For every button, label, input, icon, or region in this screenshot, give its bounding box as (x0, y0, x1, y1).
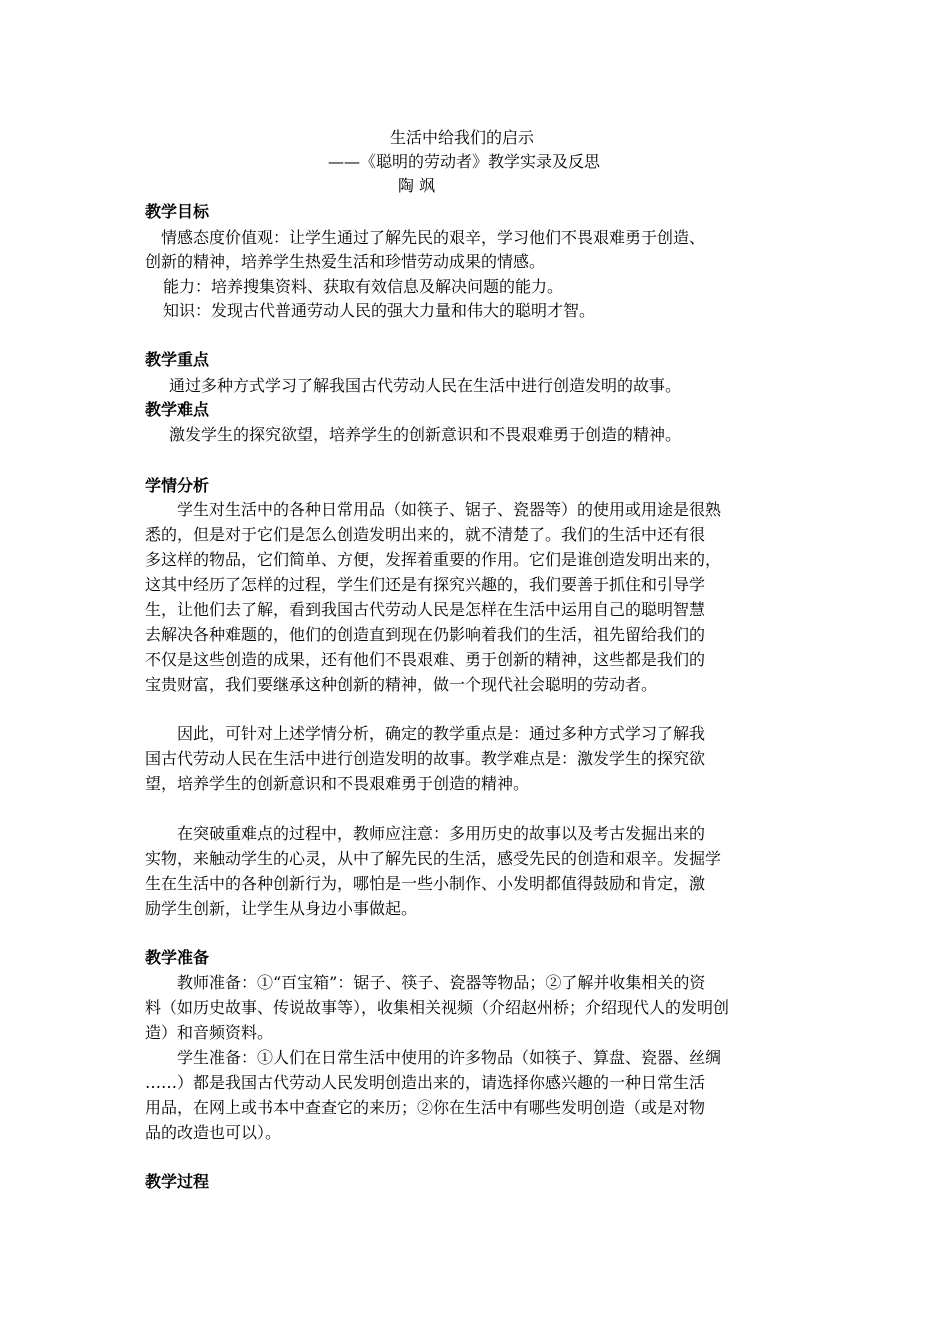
analysis-para3-line: 生在生活中的各种创新行为，哪怕是一些小制作、小发明都值得鼓励和肯定，激 (145, 874, 706, 893)
analysis-para1-line: 去解决各种难题的，他们的创造直到现在仍影响着我们的生活，祖先留给我们的 (145, 625, 706, 644)
document-author: 陶 飒 (398, 176, 436, 195)
section-heading-key-points: 教学重点 (145, 350, 210, 369)
document-subtitle: ——《聪明的劳动者》教学实录及反思 (328, 152, 601, 171)
analysis-para3-line: 励学生创新，让学生从身边小事做起。 (145, 899, 418, 918)
analysis-para2-line: 国古代劳动人民在生活中进行创造发明的故事。教学难点是：激发学生的探究欲 (145, 749, 706, 768)
analysis-para3-line: 在突破重难点的过程中，教师应注意：多用历史的故事以及考古发掘出来的 (177, 824, 706, 843)
section-heading-preparation: 教学准备 (145, 948, 210, 967)
key-points-line: 通过多种方式学习了解我国古代劳动人民在生活中进行创造发明的故事。 (169, 376, 682, 395)
analysis-para2-line: 因此，可针对上述学情分析，确定的教学重点是：通过多种方式学习了解我 (177, 724, 706, 743)
analysis-para1-line: 生，让他们去了解，看到我国古代劳动人民是怎样在生活中运用自己的聪明智慧 (145, 600, 706, 619)
goals-line: 情感态度价值观：让学生通过了解先民的艰辛，学习他们不畏艰难勇于创造、 (161, 228, 706, 247)
analysis-para2-line: 望，培养学生的创新意识和不畏艰难勇于创造的精神。 (145, 774, 530, 793)
section-heading-difficulties: 教学难点 (145, 400, 210, 419)
section-heading-analysis: 学情分析 (145, 476, 210, 495)
difficulties-line: 激发学生的探究欲望，培养学生的创新意识和不畏艰难勇于创造的精神。 (169, 425, 682, 444)
preparation-student-line: 用品，在网上或书本中查查它的来历；②你在生活中有哪些发明创造（或是对物 (145, 1098, 706, 1117)
section-heading-process: 教学过程 (145, 1172, 210, 1191)
analysis-para1-line: 这其中经历了怎样的过程，学生们还是有探究兴趣的，我们要善于抓住和引导学 (145, 575, 706, 594)
preparation-student-line: 品的改造也可以）。 (145, 1123, 282, 1142)
analysis-para1-line: 悉的，但是对于它们是怎么创造发明出来的，就不清楚了。我们的生活中还有很 (145, 525, 706, 544)
preparation-teacher-line: 教师准备：①“百宝箱”：锯子、筷子、瓷器等物品；②了解并收集相关的资 (177, 973, 706, 992)
preparation-teacher-line: 造）和音频资料。 (145, 1023, 274, 1042)
section-heading-goals: 教学目标 (145, 202, 210, 221)
goals-line: 能力：培养搜集资料、获取有效信息及解决问题的能力。 (163, 277, 564, 296)
document-title: 生活中给我们的启示 (390, 128, 535, 147)
analysis-para1-line: 学生对生活中的各种日常用品（如筷子、锯子、瓷器等）的使用或用途是很熟 (177, 500, 722, 519)
goals-line: 知识：发现古代普通劳动人民的强大力量和伟大的聪明才智。 (163, 301, 596, 320)
analysis-para1-line: 宝贵财富，我们要继承这种创新的精神，做一个现代社会聪明的劳动者。 (145, 675, 658, 694)
preparation-student-line: 学生准备：①人们在日常生活中使用的许多物品（如筷子、算盘、瓷器、丝绸 (177, 1048, 722, 1067)
preparation-student-line: ……）都是我国古代劳动人民发明创造出来的，请选择你感兴趣的一种日常生活 (145, 1073, 706, 1092)
analysis-para1-line: 不仅是这些创造的成果，还有他们不畏艰难、勇于创新的精神，这些都是我们的 (145, 650, 706, 669)
analysis-para1-line: 多这样的物品，它们简单、方便，发挥着重要的作用。它们是谁创造发明出来的， (145, 550, 722, 569)
preparation-teacher-line: 料（如历史故事、传说故事等），收集相关视频（介绍赵州桥；介绍现代人的发明创 (145, 998, 730, 1017)
goals-line: 创新的精神，培养学生热爱生活和珍惜劳动成果的情感。 (145, 252, 546, 271)
analysis-para3-line: 实物，来触动学生的心灵，从中了解先民的生活，感受先民的创造和艰辛。发掘学 (145, 849, 722, 868)
